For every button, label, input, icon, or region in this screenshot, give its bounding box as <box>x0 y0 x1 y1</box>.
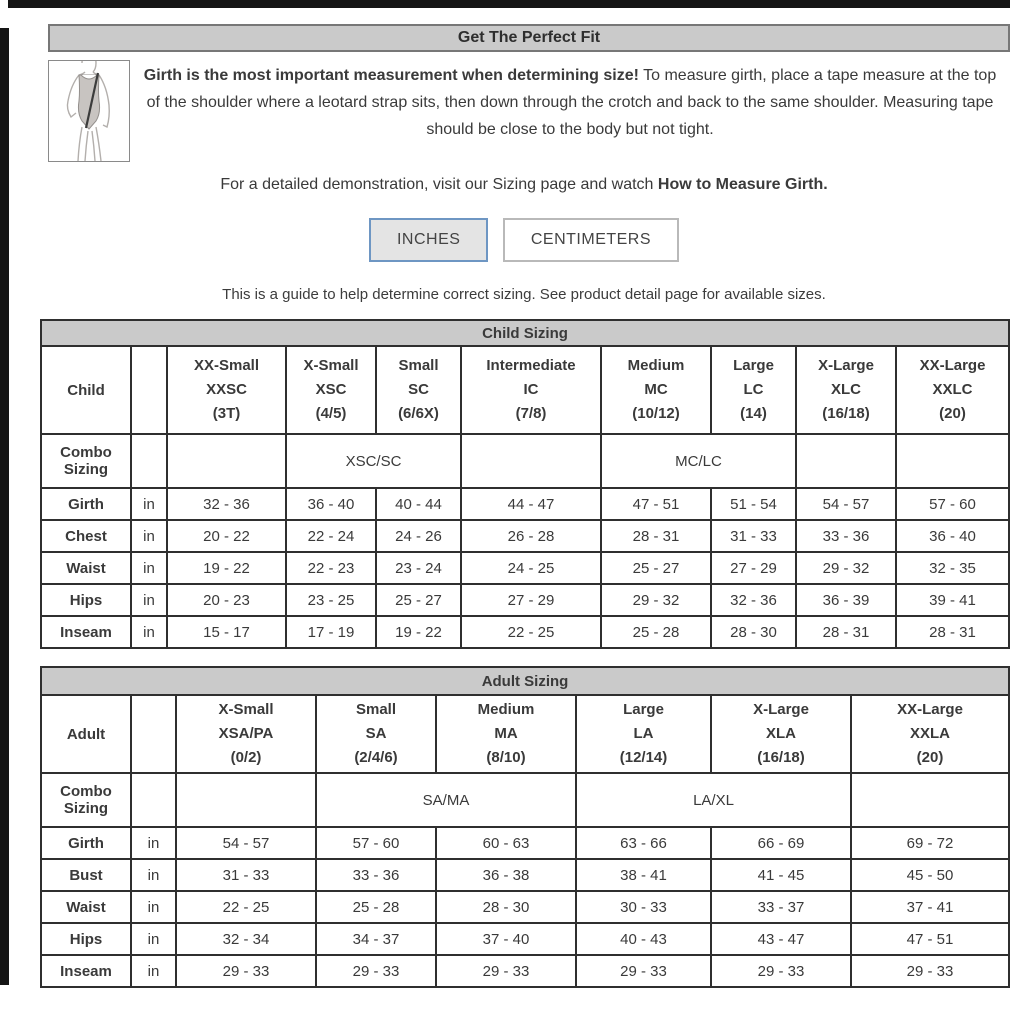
measurement-value: 23 - 25 <box>286 584 376 616</box>
measurement-label: Bust <box>41 859 131 891</box>
measurement-value: 47 - 51 <box>851 923 1009 955</box>
combo-sizing-label: Combo Sizing <box>41 434 131 488</box>
page-title-text: Get The Perfect Fit <box>457 29 601 46</box>
measurement-value: 22 - 25 <box>176 891 316 923</box>
table-row <box>41 520 1009 552</box>
adult-sizing-table <box>40 666 1010 988</box>
size-column-header: Small SC (6/6X) <box>376 346 461 434</box>
measurement-value: 40 - 44 <box>376 488 461 520</box>
combo-cell <box>176 773 316 827</box>
measurement-value: 32 - 35 <box>896 552 1009 584</box>
measurement-value: 29 - 32 <box>601 584 711 616</box>
unit-header-cell <box>131 346 167 434</box>
measurement-value: 29 - 32 <box>796 552 896 584</box>
measurement-value: 19 - 22 <box>376 616 461 648</box>
measurement-value: 54 - 57 <box>176 827 316 859</box>
table-row <box>41 955 1009 987</box>
centimeters-button[interactable]: CENTIMETERS <box>503 218 679 262</box>
measurement-value: 41 - 45 <box>711 859 851 891</box>
combo-cell: SA/MA <box>316 773 576 827</box>
measurement-value: 28 - 31 <box>601 520 711 552</box>
measurement-value: 29 - 33 <box>436 955 576 987</box>
combo-cell: MC/LC <box>601 434 796 488</box>
table-row <box>41 923 1009 955</box>
measurement-label: Inseam <box>41 955 131 987</box>
sizing-note: This is a guide to help determine correct sizing. See product detail page for available sizes. <box>222 286 826 303</box>
table-title: Child Sizing <box>41 320 1009 346</box>
measurement-value: 17 - 19 <box>286 616 376 648</box>
measurement-label: Hips <box>41 584 131 616</box>
table-row <box>41 584 1009 616</box>
unit-cell: in <box>131 955 176 987</box>
measurement-value: 28 - 31 <box>896 616 1009 648</box>
measurement-value: 32 - 34 <box>176 923 316 955</box>
measurement-value: 36 - 39 <box>796 584 896 616</box>
combo-cell: LA/XL <box>576 773 851 827</box>
combo-cell: XSC/SC <box>286 434 461 488</box>
combo-cell <box>796 434 896 488</box>
measurement-value: 40 - 43 <box>576 923 711 955</box>
size-column-header: Large LA (12/14) <box>576 695 711 773</box>
measurement-value: 32 - 36 <box>167 488 286 520</box>
measurement-value: 45 - 50 <box>851 859 1009 891</box>
leotard-girth-diagram <box>48 60 130 162</box>
measurement-value: 29 - 33 <box>316 955 436 987</box>
measurement-value: 66 - 69 <box>711 827 851 859</box>
table-row <box>41 616 1009 648</box>
measurement-value: 44 - 47 <box>461 488 601 520</box>
girth-instructions <box>130 60 1006 143</box>
measurement-label: Girth <box>41 827 131 859</box>
measurement-value: 33 - 36 <box>796 520 896 552</box>
combo-cell <box>851 773 1009 827</box>
table-title: Adult Sizing <box>41 667 1009 695</box>
unit-cell <box>131 434 167 488</box>
size-column-header: X-Small XSA/PA (0/2) <box>176 695 316 773</box>
measurement-value: 25 - 28 <box>601 616 711 648</box>
combo-cell <box>167 434 286 488</box>
measurement-value: 24 - 25 <box>461 552 601 584</box>
measurement-value: 31 - 33 <box>176 859 316 891</box>
measurement-value: 20 - 22 <box>167 520 286 552</box>
measurement-value: 25 - 28 <box>316 891 436 923</box>
measurement-value: 22 - 23 <box>286 552 376 584</box>
size-column-header: Intermediate IC (7/8) <box>461 346 601 434</box>
measurement-value: 19 - 22 <box>167 552 286 584</box>
unit-cell <box>131 773 176 827</box>
combo-cell <box>896 434 1009 488</box>
demo-text <box>40 176 1008 194</box>
leotard-figure-icon <box>49 61 129 161</box>
measurement-value: 38 - 41 <box>576 859 711 891</box>
measurement-value: 34 - 37 <box>316 923 436 955</box>
measurement-label: Waist <box>41 891 131 923</box>
intro-section <box>48 60 1006 162</box>
measurement-value: 29 - 33 <box>176 955 316 987</box>
unit-cell: in <box>131 923 176 955</box>
size-column-header: Small SA (2/4/6) <box>316 695 436 773</box>
table-row <box>41 552 1009 584</box>
measurement-value: 28 - 30 <box>436 891 576 923</box>
unit-cell: in <box>131 616 167 648</box>
measurement-value: 57 - 60 <box>316 827 436 859</box>
measurement-value: 31 - 33 <box>711 520 796 552</box>
page-title <box>48 24 1010 52</box>
measurement-value: 36 - 40 <box>896 520 1009 552</box>
unit-header-cell <box>131 695 176 773</box>
measurement-value: 32 - 36 <box>711 584 796 616</box>
demo-text-bold: How to Measure Girth. <box>657 176 828 193</box>
unit-cell: in <box>131 552 167 584</box>
size-column-header: Medium MC (10/12) <box>601 346 711 434</box>
child-sizing-table <box>40 319 1010 649</box>
size-column-header: XX-Large XXLA (20) <box>851 695 1009 773</box>
inches-button[interactable]: INCHES <box>369 218 488 262</box>
measurement-value: 69 - 72 <box>851 827 1009 859</box>
measurement-value: 27 - 29 <box>461 584 601 616</box>
measurement-label: Inseam <box>41 616 131 648</box>
measurement-label: Chest <box>41 520 131 552</box>
combo-sizing-label: Combo Sizing <box>41 773 131 827</box>
measurement-value: 63 - 66 <box>576 827 711 859</box>
size-column-header: Medium MA (8/10) <box>436 695 576 773</box>
combo-cell <box>461 434 601 488</box>
measurement-value: 60 - 63 <box>436 827 576 859</box>
size-column-header: X-Small XSC (4/5) <box>286 346 376 434</box>
measurement-value: 26 - 28 <box>461 520 601 552</box>
unit-cell: in <box>131 827 176 859</box>
unit-toggle <box>40 218 1008 262</box>
measurement-value: 54 - 57 <box>796 488 896 520</box>
measurement-value: 22 - 25 <box>461 616 601 648</box>
measurement-value: 24 - 26 <box>376 520 461 552</box>
measurement-value: 57 - 60 <box>896 488 1009 520</box>
unit-cell: in <box>131 859 176 891</box>
unit-cell: in <box>131 488 167 520</box>
unit-cell: in <box>131 520 167 552</box>
size-column-header: XX-Small XXSC (3T) <box>167 346 286 434</box>
measurement-value: 37 - 40 <box>436 923 576 955</box>
size-column-header: Large LC (14) <box>711 346 796 434</box>
measurement-value: 20 - 23 <box>167 584 286 616</box>
measurement-value: 36 - 38 <box>436 859 576 891</box>
size-column-header: X-Large XLC (16/18) <box>796 346 896 434</box>
measurement-value: 47 - 51 <box>601 488 711 520</box>
row-group-label: Adult <box>41 695 131 773</box>
measurement-value: 23 - 24 <box>376 552 461 584</box>
measurement-value: 29 - 33 <box>576 955 711 987</box>
table-row <box>41 859 1009 891</box>
measurement-label: Hips <box>41 923 131 955</box>
measurement-value: 51 - 54 <box>711 488 796 520</box>
measurement-label: Girth <box>41 488 131 520</box>
measurement-value: 29 - 33 <box>851 955 1009 987</box>
measurement-value: 28 - 31 <box>796 616 896 648</box>
measurement-value: 33 - 36 <box>316 859 436 891</box>
measurement-value: 15 - 17 <box>167 616 286 648</box>
girth-instructions-rest: To measure girth, place a tape measure at the top of the shoulder where a leotard strap sits, then down through the crotch and back to the same shoulder. Measuring tape should be close to the body but not tight. <box>146 67 997 138</box>
measurement-value: 36 - 40 <box>286 488 376 520</box>
measurement-value: 28 - 30 <box>711 616 796 648</box>
measurement-value: 27 - 29 <box>711 552 796 584</box>
unit-cell: in <box>131 584 167 616</box>
measurement-value: 30 - 33 <box>576 891 711 923</box>
measurement-value: 37 - 41 <box>851 891 1009 923</box>
row-group-label: Child <box>41 346 131 434</box>
measurement-value: 43 - 47 <box>711 923 851 955</box>
size-column-header: X-Large XLA (16/18) <box>711 695 851 773</box>
measurement-label: Waist <box>41 552 131 584</box>
girth-instructions-bold: Girth is the most important measurement when determining size! <box>143 67 639 84</box>
table-row <box>41 827 1009 859</box>
measurement-value: 22 - 24 <box>286 520 376 552</box>
size-column-header: XX-Large XXLC (20) <box>896 346 1009 434</box>
table-row <box>41 488 1009 520</box>
measurement-value: 25 - 27 <box>376 584 461 616</box>
measurement-value: 25 - 27 <box>601 552 711 584</box>
table-row <box>41 891 1009 923</box>
unit-cell: in <box>131 891 176 923</box>
measurement-value: 29 - 33 <box>711 955 851 987</box>
measurement-value: 39 - 41 <box>896 584 1009 616</box>
measurement-value: 33 - 37 <box>711 891 851 923</box>
demo-text-plain: For a detailed demonstration, visit our Sizing page and watch <box>220 176 658 193</box>
